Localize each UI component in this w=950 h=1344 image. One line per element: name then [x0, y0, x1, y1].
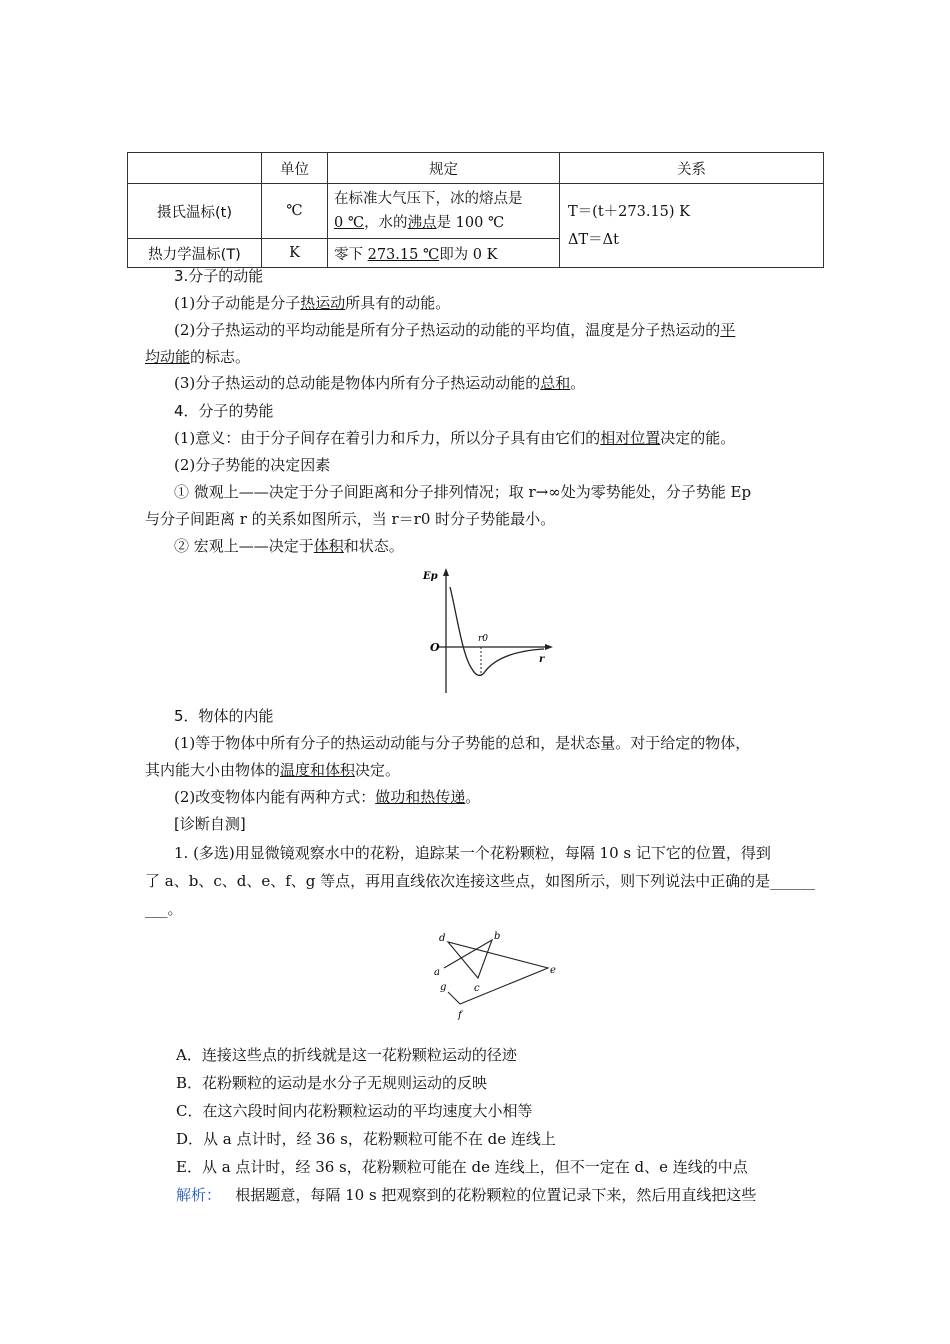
celsius-unit: ℃ [262, 184, 328, 239]
point-label-d: d [439, 933, 446, 944]
option-b: B．花粉颗粒的运动是水分子无规则运动的反映 [176, 1074, 488, 1092]
sec4-p3b: 与分子间距离 r 的关系如图所示，当 r＝r0 时分子势能最小。 [145, 510, 556, 528]
question-1-line-1: 1. (多选)用显微镜观察水中的花粉，追踪某一个花粉颗粒，每隔 10 s 记下它的位置，得到 [174, 844, 771, 862]
sec5-p2b: 决定。 [355, 761, 401, 779]
y-axis-arrow [443, 568, 449, 576]
option-a: A．连接这些点的折线就是这一花粉颗粒运动的径迹 [176, 1046, 517, 1064]
sec3-p1b: 所具有的动能。 [345, 294, 451, 312]
sec4-p1-underline: 相对位置 [600, 429, 661, 447]
analysis-line [176, 1184, 756, 1206]
sec3-p3-underline: 总和 [540, 374, 571, 392]
sec4-p1a: (1)意义：由于分子间存在着引力和斥力，所以分子具有由它们的 [174, 429, 601, 447]
celsius-boiling-point: 沸点 [407, 215, 437, 231]
sec5-p3b: 。 [465, 788, 481, 806]
kelvin-unit: K [262, 239, 328, 268]
option-e: E．从 a 点计时，经 36 s，花粉颗粒可能在 de 连线上，但不一定在 d、e 连线的中点 [176, 1158, 748, 1176]
table-header-relation: 关系 [560, 153, 824, 184]
r0-label: r0 [478, 634, 489, 644]
temperature-scale-table [127, 152, 824, 268]
table-header-row [128, 153, 824, 184]
diagnosis-title: [诊断自测] [174, 815, 246, 833]
sec3-p3a: (3)分子热运动的总动能是物体内所有分子热运动动能的 [174, 374, 541, 392]
potential-energy-graph [420, 565, 560, 700]
sec5-p2a: 其内能大小由物体的 [145, 761, 281, 779]
point-label-f: f [458, 1010, 462, 1021]
point-label-b: b [494, 931, 501, 942]
point-label-a: a [434, 967, 440, 978]
table-header-rule: 规定 [328, 153, 560, 184]
sec4-p4a: ② 宏观上——决定于 [174, 537, 314, 555]
kelvin-rule [328, 239, 560, 268]
sec3-p2-underline-2: 均动能 [145, 348, 191, 366]
celsius-rule [328, 184, 560, 239]
sec3-p3 [174, 372, 585, 394]
sec4-p3a: ① 微观上——决定于分子间距离和分子排列情况；取 r→∞处为零势能处，分子势能 Ep [174, 483, 752, 501]
question-1-line-3: ___。 [145, 900, 183, 918]
table-header-empty [128, 153, 262, 184]
question-1-line-2: 了 a、b、c、d、e、f、g 等点，再用直线依次连接这些点，如图所示，则下列说法中正确的是______ [145, 872, 816, 890]
sec5-p1: (1)等于物体中所有分子的热运动动能与分子势能的总和，是状态量。对于给定的物体， [174, 734, 751, 752]
analysis-text: 根据题意，每隔 10 s 把观察到的花粉颗粒的位置记录下来，然后用直线把这些 [235, 1186, 757, 1204]
table-header-unit: 单位 [262, 153, 328, 184]
analysis-label: 解析： [176, 1186, 222, 1204]
kelvin-name: 热力学温标(T) [128, 239, 262, 268]
sec4-p4 [174, 535, 404, 557]
relation-2: ΔT＝Δt [568, 231, 619, 248]
sec5-p3 [174, 786, 480, 808]
celsius-melting-point: 0 ℃ [334, 215, 365, 231]
section-4-title: 4．分子的势能 [174, 402, 274, 420]
celsius-rule-a: 在标准大气压下，冰的熔点是 [334, 191, 523, 207]
celsius-rule-b4: 是 100 ℃ [436, 215, 505, 231]
table-row-celsius [128, 184, 824, 239]
ep-curve [450, 587, 544, 675]
sec4-p4-underline: 体积 [313, 537, 344, 555]
point-label-e: e [550, 965, 556, 976]
sec3-p2a: (2)分子热运动的平均动能是所有分子热运动的动能的平均值，温度是分子热运动的 [174, 321, 721, 339]
sec3-p1a: (1)分子动能是分子 [174, 294, 301, 312]
section-3-title: 3.分子的动能 [174, 267, 264, 285]
y-axis-label: Ep [423, 571, 438, 582]
sec3-p2-underline-1: 平 [720, 321, 736, 339]
point-label-c: c [474, 983, 480, 994]
sec5-p3a: (2)改变物体内能有两种方式： [174, 788, 376, 806]
kelvin-zero: 273.15 ℃ [367, 246, 440, 263]
sec3-p1 [174, 292, 450, 314]
sec3-p2b: 的标志。 [190, 348, 251, 366]
sec3-p2-cont [145, 346, 250, 368]
pollen-path-figure [430, 926, 560, 1034]
sec4-p2: (2)分子势能的决定因素 [174, 456, 331, 474]
sec5-p2 [145, 759, 400, 781]
point-label-g: g [440, 982, 447, 993]
sec3-p1-underline: 热运动 [300, 294, 346, 312]
relation-1: T＝(t＋273.15) K [568, 203, 690, 220]
sec4-p1b: 决定的能。 [660, 429, 736, 447]
option-c: C．在这六段时间内花粉颗粒运动的平均速度大小相等 [176, 1102, 533, 1120]
section-5-title: 5．物体的内能 [174, 707, 274, 725]
origin-label: O [430, 641, 440, 654]
celsius-rule-b2: ，水的 [364, 215, 408, 231]
sec5-p2-underline: 温度和体积 [280, 761, 356, 779]
option-d: D．从 a 点计时，经 36 s，花粉颗粒可能不在 de 连线上 [176, 1130, 556, 1148]
kelvin-rule-1: 零下 [334, 246, 363, 263]
sec3-p2 [174, 319, 735, 341]
x-axis-label: r [539, 654, 545, 665]
celsius-name: 摄氏温标(t) [128, 184, 262, 239]
relation-cell [560, 184, 824, 268]
sec4-p1 [174, 427, 735, 449]
sec5-p3-underline: 做功和热传递 [375, 788, 466, 806]
sec4-p4b: 和状态。 [343, 537, 404, 555]
pollen-path-line [444, 940, 548, 1004]
sec3-p3b: 。 [570, 374, 586, 392]
x-axis-arrow [545, 644, 553, 650]
kelvin-rule-3: 即为 0 K [439, 246, 498, 263]
